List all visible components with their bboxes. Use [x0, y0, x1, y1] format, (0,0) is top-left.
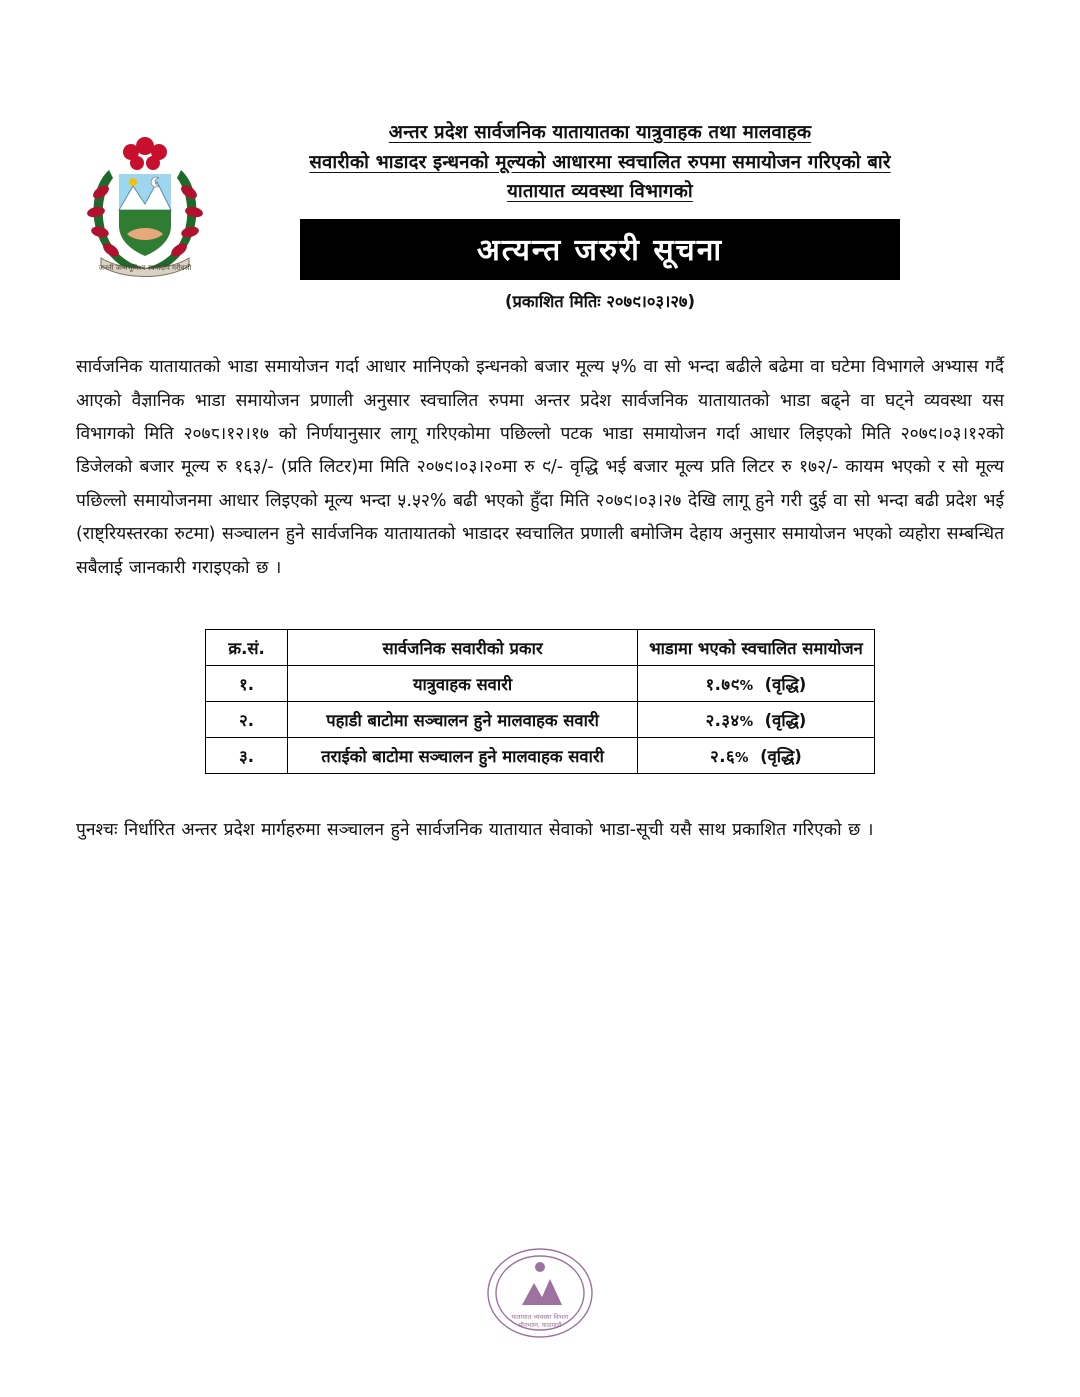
body-paragraph: सार्वजनिक यातायातको भाडा समायोजन गर्दा आधार मानिएको इन्धनको बजार मूल्य ५% वा सो भन्दा बढीले बढेमा वा घटेमा विभागले अभ्यास गर्दै आएको वैज्ञानिक भाडा समायोजन प्रणाली अनुसार स्वचालित रुपमा अन्तर प्रदेश सार्वजनिक यातायातको भाडा बढ्ने वा घट्ने व्यवस्था यस विभागको मिति २०७८।१२।१७ को निर्णयानुसार लागू गरिएकोमा पछिल्लो पटक भाडा समायोजन गर्दा आधार लिइएको मिति २०७९।०३।१२को डिजेलको बजार मूल्य रु १६३/- (प्रति लिटर)मा मिति २०७९।०३।२०मा रु ९/- वृद्धि भई बजार मूल्य प्रति लिटर रु १७२/- कायम भएको र सो मूल्य पछिल्लो समायोजनमा आधार लिइएको मूल्य भन्दा ५.५२% बढी भएको हुँदा मिति २०७९।०३।२७ देखि लागू हुने गरी दुई वा सो भन्दा बढी प्रदेश भई (राष्ट्रियस्तरका रुटमा) सञ्चालन हुने सार्वजनिक यातायातको भाडादर स्वचालित प्रणाली बमोजिम देहाय अनुसार समायोजन भएको व्यहोरा सम्बन्धित सबैलाई जानकारी गराइएको छ । [76, 357, 1004, 578]
row-1-adjustment [637, 666, 874, 702]
notice-title-banner: अत्यन्त जरुरी सूचना [300, 219, 900, 280]
header-line-3: यातायात व्यवस्था विभागको [507, 181, 693, 203]
document-header [0, 0, 1080, 312]
svg-text:जननी जन्मभूमिश्च स्वर्गादपि गर: जननी जन्मभूमिश्च स्वर्गादपि गरीयसी [98, 264, 192, 272]
table-header-adjustment: भाडामा भएको स्वचालित समायोजन [637, 630, 874, 666]
body-section [0, 312, 1080, 585]
row-3-value: २.६ [710, 747, 736, 767]
header-title-block [220, 118, 1010, 312]
svg-text:यातायात व्यवस्था विभाग: यातायात व्यवस्था विभाग [511, 1313, 569, 1321]
header-line-1: अन्तर प्रदेश सार्वजनिक यातायातका यात्रुवाहक तथा मालवाहक [388, 122, 812, 143]
table-row [206, 666, 875, 702]
row-1-sn: १. [206, 666, 288, 702]
published-date: (प्रकाशित मितिः २०७९।०३।२७) [504, 291, 696, 311]
row-2-vehicle-type: पहाडी बाटोमा सञ्चालन हुने मालवाहक सवारी [288, 702, 638, 738]
header-line-2: सवारीको भाडादर इन्धनको मूल्यको आधारमा स्वचालित रुपमा समायोजन गरिएको बारे [309, 151, 891, 173]
row-2-sn: २. [206, 702, 288, 738]
row-1-note: (वृद्धि) [764, 675, 807, 695]
nepal-emblem-icon [70, 118, 220, 280]
row-3-vehicle-type: तराईको बाटोमा सञ्चालन हुने मालवाहक सवारी [288, 738, 638, 774]
table-header-row [206, 630, 875, 666]
fare-adjustment-table-wrap [205, 629, 875, 774]
office-seal-icon [0, 1243, 1080, 1343]
table-row [206, 738, 875, 774]
row-3-note: (वृद्धि) [760, 747, 802, 767]
row-2-pct: % [739, 714, 754, 731]
table-header-vehicle-type: सार्वजनिक सवारीको प्रकार [288, 630, 638, 666]
row-2-note: (वृद्धि) [764, 711, 807, 731]
footnote-text: पुनश्चः निर्धारित अन्तर प्रदेश मार्गहरुमा सञ्चालन हुने सार्वजनिक यातायात सेवाको भाडा-सूची यसै साथ प्रकाशित गरिएको छ । [76, 820, 874, 841]
table-row [206, 702, 875, 738]
table-header-sn: क्र.सं. [206, 630, 288, 666]
row-3-adjustment [637, 738, 874, 774]
row-3-sn: ३. [206, 738, 288, 774]
fare-adjustment-table [205, 629, 875, 774]
row-1-value: १.७९ [705, 675, 740, 695]
row-2-value: २.३४ [705, 711, 740, 731]
row-1-pct: % [739, 678, 754, 695]
row-3-pct: % [735, 750, 749, 767]
row-2-adjustment [637, 702, 874, 738]
svg-text:मीनभवन, काठमाडौं: मीनभवन, काठमाडौं [518, 1322, 562, 1329]
row-1-vehicle-type: यात्रुवाहक सवारी [288, 666, 638, 702]
